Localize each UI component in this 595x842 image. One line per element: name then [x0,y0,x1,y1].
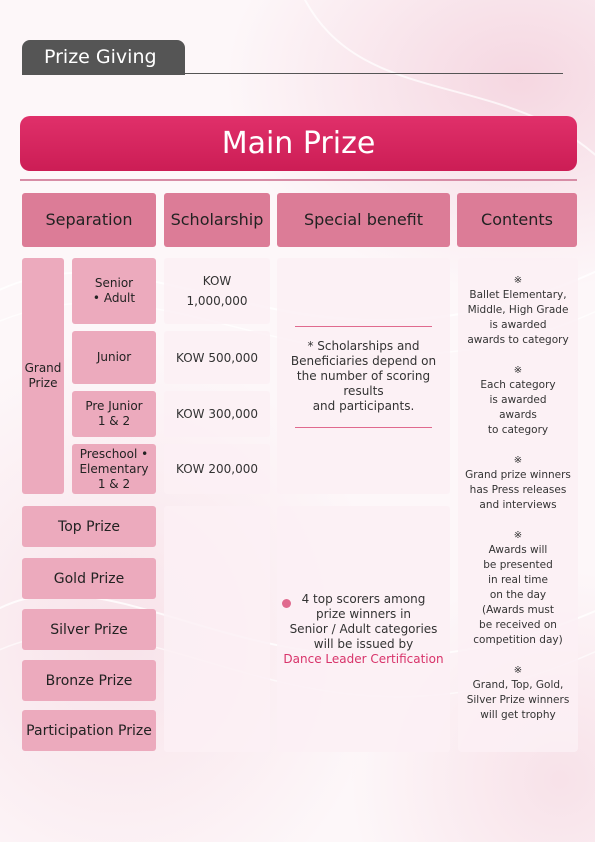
prize-gold: Gold Prize [22,558,156,599]
prize-top: Top Prize [22,506,156,547]
grand-prize-label-line1: Grand [24,361,62,375]
reference-mark-icon: ※ [513,275,523,286]
benefit-line: will be issued by [313,636,414,651]
other-prizes-scholarship [164,506,270,752]
scholarship-amount-line2: 1,000,000 [186,294,248,308]
reference-mark-icon: ※ [513,530,523,541]
banner-divider [20,179,577,181]
scholarship-pre-junior [164,391,270,437]
scholarship-amount-line1: KOW 300,000 [176,407,258,421]
header-special-benefit: Special benefit [277,193,450,247]
contents-line: on the day [489,589,547,601]
scholarship-amount-line1: KOW 200,000 [176,462,258,476]
contents-line: awards to category [467,334,569,346]
contents-line: is awarded [489,394,547,406]
contents-line: Grand, Top, Gold, [472,679,564,691]
contents-block [458,453,578,513]
grand-prize-benefit [277,258,450,494]
benefit-top-rule [295,326,432,327]
benefit-bottom-rule [295,427,432,428]
scholarship-junior [164,331,270,384]
contents-line: (Awards must [482,604,554,616]
prize-silver: Silver Prize [22,609,156,650]
header-scholarship: Scholarship [164,193,270,247]
contents-line: Grand prize winners [465,469,571,481]
benefit-line: the number of scoring results [296,368,431,398]
contents-line: Each category [480,379,556,391]
contents-line: awards [499,409,537,421]
subcategory-pre-junior [72,391,156,437]
grand-prize-label [22,258,64,494]
benefit-line: prize winners in [315,606,412,621]
certification-highlight: Dance Leader Certification [283,651,444,666]
contents-column [458,258,578,752]
reference-mark-icon: ※ [513,455,523,466]
subcategory-label-line2: Elementary [79,461,149,476]
benefit-line: * Scholarships and [307,338,420,353]
grand-prize-label-line2: Prize [28,376,58,390]
reference-mark-icon: ※ [513,365,523,376]
header-underline-left [22,73,185,75]
subcategory-label-line1: Senior [94,276,134,290]
subcategory-preschool-elementary [72,444,156,494]
benefit-line: and participants. [312,398,415,413]
contents-line: and interviews [479,499,557,511]
subcategory-label-line3: 1 & 2 [97,476,131,491]
subcategory-label-line1: Preschool • [79,446,149,461]
contents-line: Silver Prize winners [466,694,570,706]
prize-bronze: Bronze Prize [22,660,156,701]
contents-line: Middle, High Grade [467,304,569,316]
benefit-line: Senior / Adult categories [289,621,438,636]
subcategory-junior [72,331,156,384]
contents-line: Ballet Elementary, [469,289,567,301]
bullet-dot-icon [282,599,291,608]
scholarship-amount-line1: KOW [202,274,232,288]
contents-block [458,663,578,723]
subcategory-senior-adult [72,258,156,324]
benefit-line: 4 top scorers among [301,591,426,606]
contents-line: is awarded [489,319,547,331]
contents-line: will get trophy [480,709,556,721]
contents-line: has Press releases [469,484,567,496]
contents-line: competition day) [473,634,563,646]
header-contents: Contents [457,193,577,247]
contents-block [458,363,578,438]
section-tab-title: Prize Giving [22,40,185,74]
contents-line: be received on [479,619,557,631]
main-prize-banner: Main Prize [20,116,577,171]
contents-block [458,528,578,648]
contents-line: in real time [488,574,548,586]
contents-line: Awards will [488,544,548,556]
other-prizes-benefit [277,506,450,752]
header-separation: Separation [22,193,156,247]
subcategory-label-line2: 1 & 2 [97,414,131,428]
header-rule [185,73,563,74]
subcategory-label-line1: Pre Junior [85,399,143,413]
scholarship-senior-adult [164,258,270,324]
reference-mark-icon: ※ [513,665,523,676]
scholarship-amount-line1: KOW 500,000 [176,350,258,365]
contents-line: be presented [483,559,553,571]
subcategory-label-line2: • Adult [92,291,136,305]
benefit-line: Beneficiaries depend on [290,353,437,368]
subcategory-label-line1: Junior [96,350,132,364]
scholarship-preschool-elementary [164,444,270,494]
prize-participation: Participation Prize [22,710,156,751]
contents-line: to category [487,424,549,436]
contents-block [458,273,578,348]
